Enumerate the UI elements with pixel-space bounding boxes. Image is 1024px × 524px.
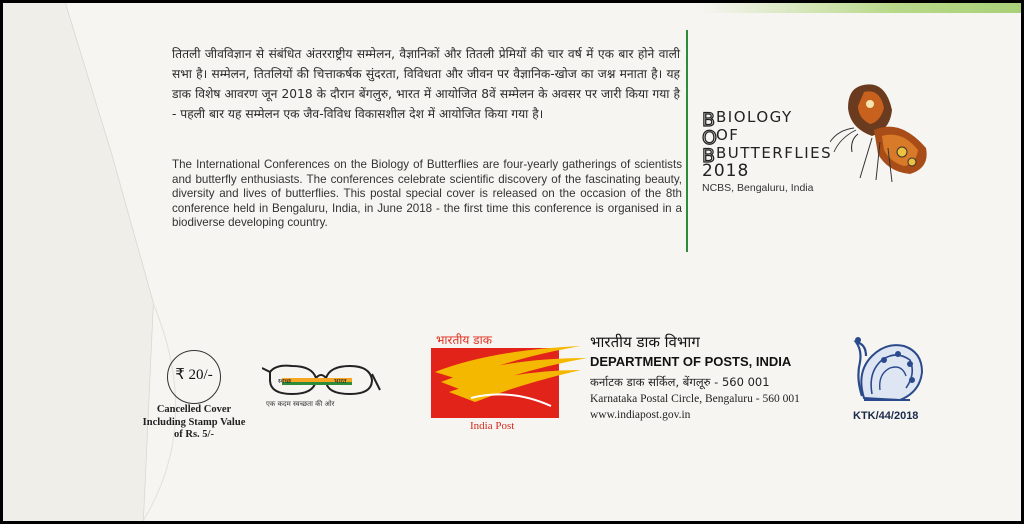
cancelled-cover-note: [134, 404, 254, 442]
butterfly-icon: [830, 78, 940, 188]
stamp-code: KTK/44/2018: [853, 410, 919, 422]
svg-text:B: B: [702, 109, 716, 131]
svg-text:O: O: [702, 127, 717, 149]
department-hindi: भारतीय डाक विभाग: [590, 333, 700, 351]
postal-circle-hindi: कर्नाटक डाक सर्किल, बेंगलूरु - 560 001: [590, 375, 770, 389]
swachh-left-label: स्वच्छ: [278, 377, 292, 385]
bob-line3: BUTTERFLIES: [716, 144, 833, 162]
note-line-2: Including Stamp Value: [142, 416, 246, 428]
swachh-right-label: भारत: [334, 377, 347, 385]
top-green-strip: [701, 3, 1021, 13]
note-line-1: Cancelled Cover: [156, 404, 232, 415]
bob-line1: BIOLOGY: [716, 108, 793, 126]
description-hindi: तितली जीवविज्ञान से संबंधित अंतरराष्ट्रीय सम्मेलन, वैज्ञानिकों और तितली प्रेमियों की चार वर्ष में एक बार होने वाली सभा है। सम्मेलन, तितलियों की चित्ताकर्षक सुंदरता, विविधता और जीवन पर वैज्ञानिक-खोज का जश्न मनाता है। यह डाक विशेष आवरण जून 2018 के दौरान बेंगलुरु, भारत में आयोजित 8वें सम्मेलन के अवसर पर जारी किया गया है - पहली बार यह सम्मेलन एक जैव-विविध विकासशील देश में आयोजित किया गया है।: [172, 47, 680, 121]
india-post-hindi: भारतीय डाक: [436, 333, 492, 347]
india-post-wings-icon: [431, 336, 591, 426]
peacock-emblem-icon: [850, 328, 930, 408]
green-divider: [686, 30, 688, 252]
note-line-3: of Rs. 5/-: [174, 429, 214, 440]
bob-line2: OF: [716, 126, 740, 144]
swachh-tagline: एक कदम स्वच्छता की ओर: [266, 400, 335, 408]
bob-year: 2018: [702, 161, 750, 181]
india-post-english: India Post: [470, 420, 515, 432]
price-value: ₹ 20/-: [175, 367, 213, 383]
website-link[interactable]: www.indiapost.gov.in: [590, 409, 691, 421]
description-english: The International Conferences on the Biology of Butterflies are four-yearly gatherings of scientists and butterfly enthusiasts. The conferences celebrate scientific discovery of the fascinating beauty, diversity and lives of butterflies. This postal special cover is released on the occasion of the 8th conference held in Bengaluru, India, in June 2018 - the first time this conference is organised in a biodiverse developing country.: [172, 158, 682, 230]
postal-circle-english: Karnataka Postal Circle, Bengaluru - 560 001: [590, 393, 800, 405]
department-english: DEPARTMENT OF POSTS, INDIA: [590, 354, 792, 369]
bob-venue: NCBS, Bengaluru, India: [702, 182, 814, 194]
svg-text:B: B: [702, 145, 716, 166]
